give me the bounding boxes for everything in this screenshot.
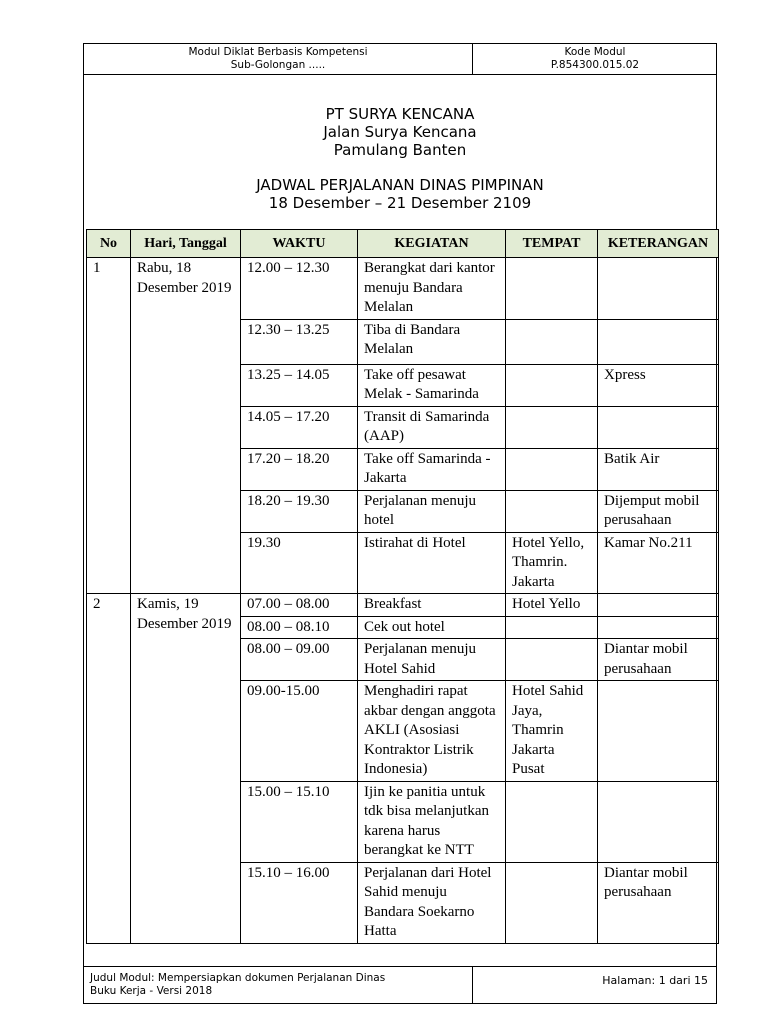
note-cell: Dijemput mobil perusahaan (598, 490, 719, 532)
time-cell: 15.00 – 15.10 (241, 781, 358, 862)
note-cell: Diantar mobil perusahaan (598, 862, 719, 943)
row-number: 2 (87, 594, 131, 944)
row-number: 1 (87, 258, 131, 594)
note-cell (598, 406, 719, 448)
activity-cell: Transit di Samarinda (AAP) (358, 406, 506, 448)
page-number: Halaman: 1 dari 15 (602, 974, 708, 987)
company-block (83, 105, 717, 159)
time-cell: 12.30 – 13.25 (241, 319, 358, 364)
module-type: Modul Diklat Berbasis Kompetensi (188, 46, 368, 58)
sub-group: Sub-Golongan ..... (230, 59, 326, 71)
place-cell (506, 639, 598, 681)
activity-cell: Breakfast (358, 594, 506, 617)
activity-cell: Perjalanan dari Hotel Sahid menuju Bandara Soekarno Hatta (358, 862, 506, 943)
place-cell (506, 319, 598, 364)
schedule-body (87, 258, 719, 944)
time-cell: 14.05 – 17.20 (241, 406, 358, 448)
place-cell: Hotel Sahid Jaya, Thamrin Jakarta Pusat (506, 681, 598, 782)
activity-cell: Istirahat di Hotel (358, 532, 506, 594)
module-code-value: P.854300.015.02 (550, 59, 640, 71)
column-header-note: KETERANGAN (598, 230, 719, 258)
place-cell (506, 616, 598, 639)
place-cell: Hotel Yello (506, 594, 598, 617)
activity-cell: Perjalanan menuju hotel (358, 490, 506, 532)
place-cell (506, 448, 598, 490)
page-footer (83, 966, 717, 1004)
time-cell: 18.20 – 19.30 (241, 490, 358, 532)
day-date: Rabu, 18 Desember 2019 (131, 258, 241, 594)
column-header-day: Hari, Tanggal (131, 230, 241, 258)
schedule-table (86, 229, 719, 944)
activity-cell: Menghadiri rapat akbar dengan anggota AKLI (Asosiasi Kontraktor Listrik Indonesia) (358, 681, 506, 782)
place-cell (506, 406, 598, 448)
place-cell (506, 364, 598, 406)
header-left (84, 46, 472, 72)
note-cell (598, 681, 719, 782)
workbook-version: Buku Kerja - Versi 2018 (90, 985, 213, 997)
footer-divider (472, 967, 473, 1003)
activity-cell: Ijin ke panitia untuk tdk bisa melanjutkan karena harus berangkat ke NTT (358, 781, 506, 862)
place-cell (506, 862, 598, 943)
time-cell: 13.25 – 14.05 (241, 364, 358, 406)
activity-cell: Berangkat dari kantor menuju Bandara Melalan (358, 258, 506, 320)
note-cell (598, 616, 719, 639)
note-cell: Xpress (598, 364, 719, 406)
column-header-activity: KEGIATAN (358, 230, 506, 258)
document-period: 18 Desember – 21 Desember 2109 (268, 194, 532, 212)
time-cell: 12.00 – 12.30 (241, 258, 358, 320)
table-row (87, 594, 719, 617)
time-cell: 07.00 – 08.00 (241, 594, 358, 617)
module-title: Judul Modul: Mempersiapkan dokumen Perjalanan Dinas (90, 972, 386, 984)
page-header (83, 43, 717, 75)
column-header-place: TEMPAT (506, 230, 598, 258)
time-cell: 15.10 – 16.00 (241, 862, 358, 943)
activity-cell: Perjalanan menuju Hotel Sahid (358, 639, 506, 681)
document-title-block (83, 176, 717, 212)
note-cell (598, 594, 719, 617)
time-cell: 08.00 – 09.00 (241, 639, 358, 681)
place-cell (506, 258, 598, 320)
column-header-no: No (87, 230, 131, 258)
time-cell: 17.20 – 18.20 (241, 448, 358, 490)
activity-cell: Cek out hotel (358, 616, 506, 639)
header-right (473, 46, 717, 72)
place-cell: Hotel Yello, Thamrin. Jakarta (506, 532, 598, 594)
footer-left (90, 972, 385, 998)
note-cell (598, 319, 719, 364)
activity-cell: Take off pesawat Melak - Samarinda (358, 364, 506, 406)
module-code-label: Kode Modul (564, 46, 626, 58)
place-cell (506, 490, 598, 532)
activity-cell: Tiba di Bandara Melalan (358, 319, 506, 364)
table-row (87, 258, 719, 320)
company-name: PT SURYA KENCANA (325, 105, 475, 123)
document-title: JADWAL PERJALANAN DINAS PIMPINAN (256, 176, 544, 194)
note-cell (598, 258, 719, 320)
column-header-time: WAKTU (241, 230, 358, 258)
note-cell: Batik Air (598, 448, 719, 490)
note-cell: Kamar No.211 (598, 532, 719, 594)
day-date: Kamis, 19 Desember 2019 (131, 594, 241, 944)
time-cell: 09.00-15.00 (241, 681, 358, 782)
time-cell: 19.30 (241, 532, 358, 594)
time-cell: 08.00 – 08.10 (241, 616, 358, 639)
place-cell (506, 781, 598, 862)
note-cell (598, 781, 719, 862)
table-header-row (87, 230, 719, 258)
activity-cell: Take off Samarinda - Jakarta (358, 448, 506, 490)
company-city: Pamulang Banten (333, 141, 467, 159)
company-street: Jalan Surya Kencana (323, 123, 477, 141)
note-cell: Diantar mobil perusahaan (598, 639, 719, 681)
